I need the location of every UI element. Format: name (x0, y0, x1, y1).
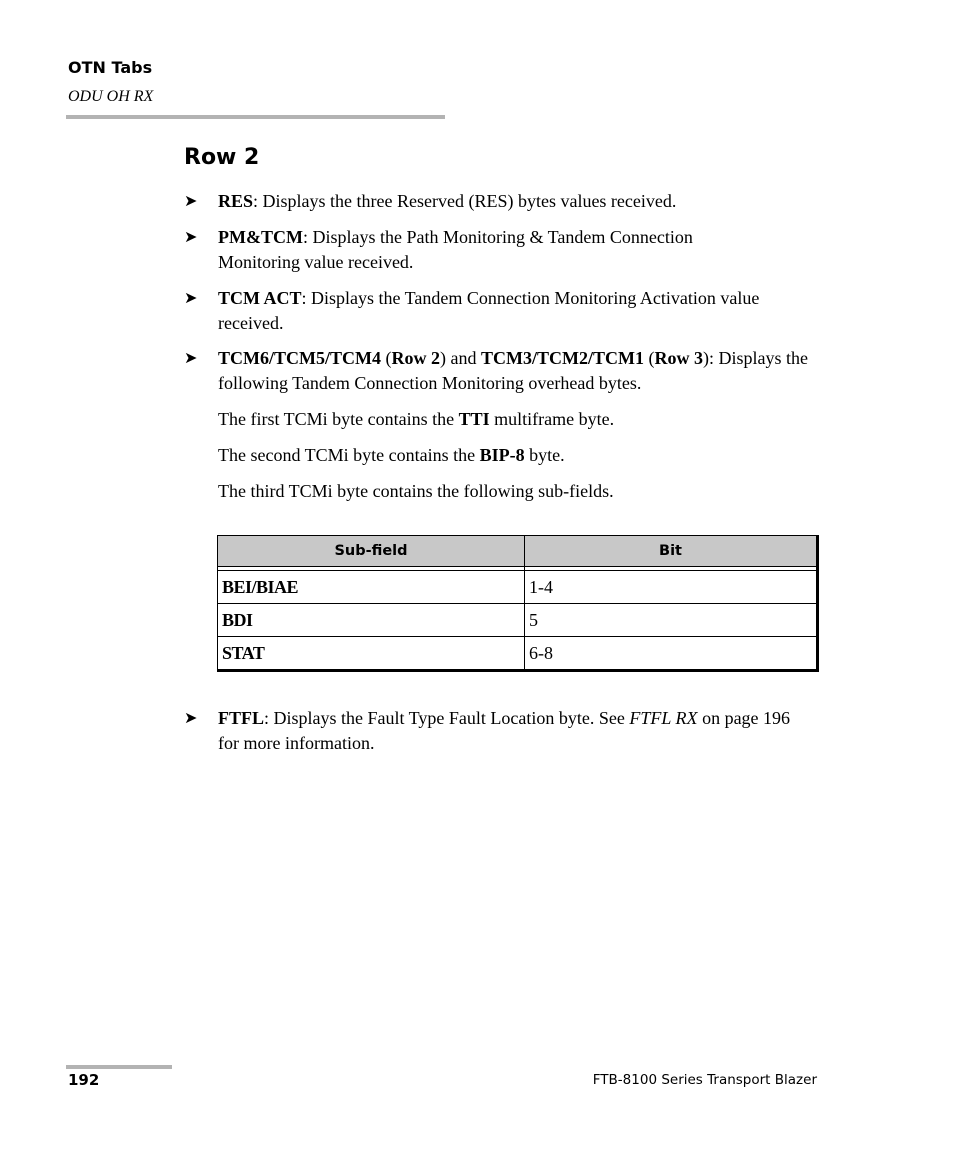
subfield-cell: BDI (218, 604, 525, 637)
section-title: Row 2 (184, 145, 260, 170)
bullet-arrow-icon: ➤ (184, 288, 198, 307)
bullet-tcmact (218, 286, 798, 335)
bit-cell: 1-4 (525, 571, 818, 604)
table-row (218, 637, 818, 671)
tcm-row-2: Row 3 (654, 348, 703, 368)
tcmact-term: TCM ACT (218, 288, 302, 308)
res-text: : Displays the three Reserved (RES) bytes values received. (253, 191, 677, 211)
pmtcm-term: PM&TCM (218, 227, 303, 247)
p3-a: The third TCMi byte contains the following sub-fields. (218, 481, 614, 501)
subfield-cell: STAT (218, 637, 525, 671)
p1-a: The first TCMi byte contains the (218, 409, 459, 429)
product-name: FTB-8100 Series Transport Blazer (592, 1072, 817, 1088)
tcm-row-1: Row 2 (391, 348, 440, 368)
bullet-ftfl (218, 706, 793, 755)
p1-b: TTI (458, 409, 490, 429)
header-rule (66, 115, 445, 119)
table-row (218, 604, 818, 637)
subfield-cell: BEI/BIAE (218, 571, 525, 604)
paragraph-second-byte (218, 443, 828, 468)
bit-cell: 6-8 (525, 637, 818, 671)
res-term: RES (218, 191, 254, 211)
pmtcm-text: : Displays the Path Monitoring & Tandem Connection Monitoring value received. (218, 227, 693, 272)
header-subfield: Sub-field (218, 536, 525, 567)
bullet-res (218, 189, 828, 214)
bullet-arrow-icon: ➤ (184, 708, 198, 727)
ftfl-term: FTFL (218, 708, 265, 728)
subfield-table (217, 535, 819, 672)
tcm-open-1: ( (380, 348, 392, 368)
tcm-term-2: TCM3/TCM2/TCM1 (480, 348, 644, 368)
header-bit: Bit (525, 536, 818, 567)
p2-c: byte. (524, 445, 565, 465)
header-title: OTN Tabs (68, 58, 153, 77)
bullet-arrow-icon: ➤ (184, 191, 198, 210)
ftfl-rx-link[interactable]: FTFL RX (629, 708, 698, 728)
ftfl-text: : Displays the Fault Type Fault Location byte. See (264, 708, 630, 728)
tcm-open-2: ( (643, 348, 655, 368)
p2-a: The second TCMi byte contains the (218, 445, 480, 465)
paragraph-third-byte (218, 479, 828, 504)
p1-c: multiframe byte. (489, 409, 615, 429)
bullet-arrow-icon: ➤ (184, 348, 198, 367)
tcm-mid: ) and (439, 348, 481, 368)
table-header-row (218, 536, 818, 567)
page-number: 192 (68, 1071, 100, 1089)
table-row (218, 571, 818, 604)
footer-rule (66, 1065, 172, 1069)
bullet-pmtcm (218, 225, 778, 274)
tcm-term-1: TCM6/TCM5/TCM4 (218, 348, 381, 368)
bullet-arrow-icon: ➤ (184, 227, 198, 246)
bit-cell: 5 (525, 604, 818, 637)
header-subtitle: ODU OH RX (68, 88, 154, 105)
ftfl-text-2: on page 196 for more information. (218, 708, 791, 753)
paragraph-first-byte (218, 407, 828, 432)
p2-b: BIP-8 (479, 445, 525, 465)
bullet-tcm (218, 346, 823, 395)
tcmact-text: : Displays the Tandem Connection Monitoring Activation value received. (218, 288, 760, 333)
tcm-text: ): Displays the following Tandem Connection Monitoring overhead bytes. (218, 348, 808, 393)
